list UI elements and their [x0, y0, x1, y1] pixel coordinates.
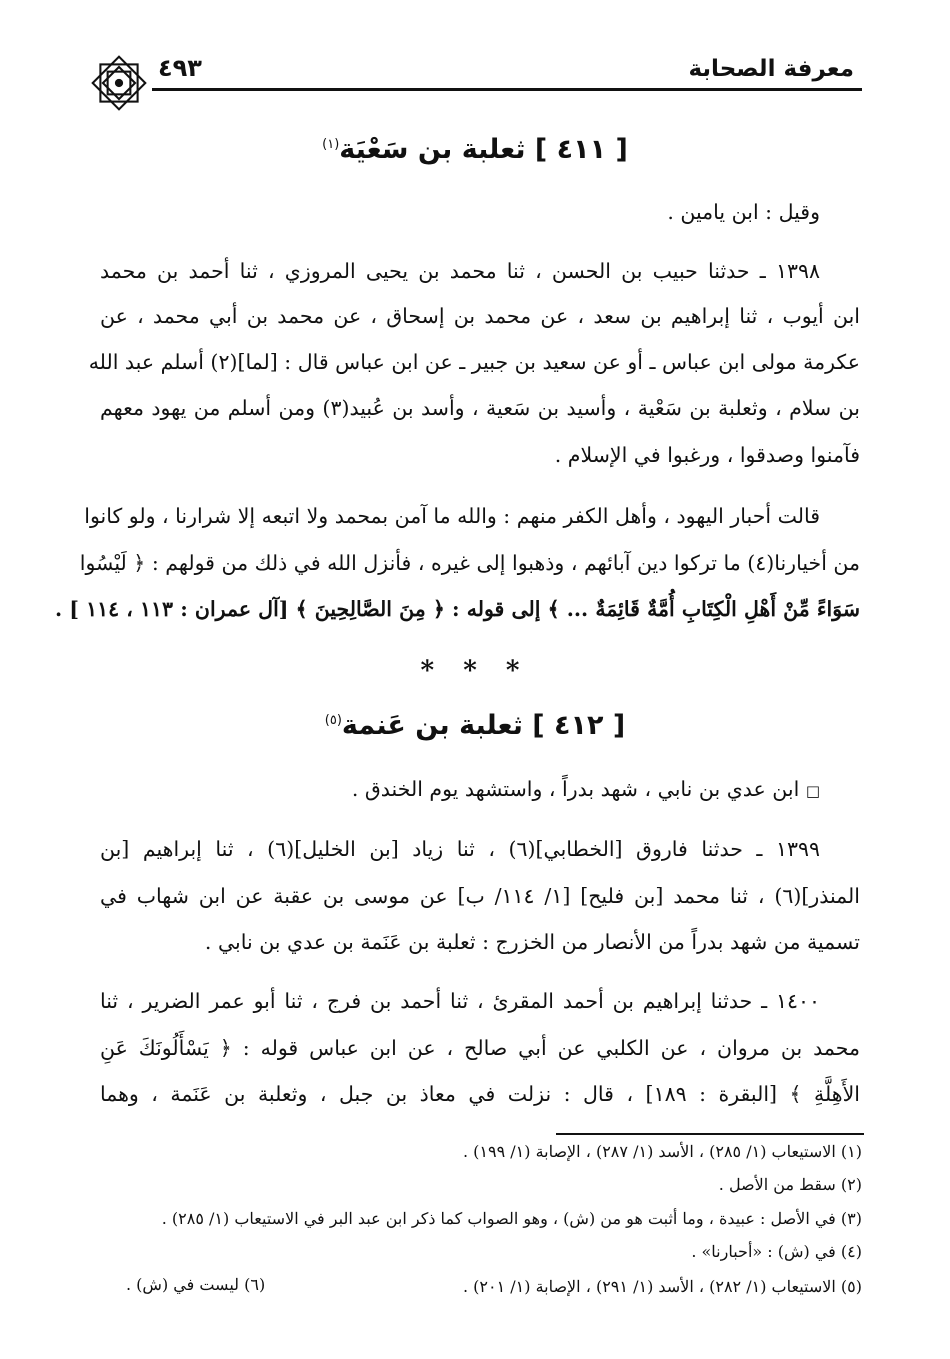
body-line: □ ابن عدي بن نابي ، شهد بدراً ، واستشهد يوم الخندق .	[351, 777, 820, 801]
body-line: الأَهِلَّةِ ﴾ [البقرة : ١٨٩] ، قال : نزلت في معاذ بن جبل ، وثعلبة بن عَنَمة ، وهما	[100, 1082, 860, 1106]
body-line: قالت أحبار اليهود ، وأهل الكفر منهم : والله ما آمن بمحمد ولا اتبعه إلا شرارنا ، ولو كانوا	[84, 504, 820, 528]
footnote-4: (٤) في (ش) : «أحبارنا» .	[691, 1242, 862, 1261]
footnote-1: (١) الاستيعاب (١/ ٢٨٥) ، الأسد (١/ ٢٨٧) ، الإصابة (١/ ١٩٩) .	[462, 1142, 862, 1161]
square-bullet-icon: □	[805, 782, 820, 800]
body-line: من أخيارنا(٤) ما تركوا دين آبائهم ، وذهبوا إلى غيره ، فأنزل الله في ذلك من قولهم : ﴿ لَيْسُوا	[79, 551, 860, 575]
footnote-6: (٦) ليست في (ش) .	[126, 1275, 266, 1294]
footnote-2: (٢) سقط من الأصل .	[718, 1175, 862, 1194]
body-line: ١٣٩٩ ـ حدثنا فاروق [الخطابي](٦) ، ثنا زياد [بن الخليل](٦) ، ثنا إبراهيم [بن	[100, 837, 820, 861]
body-line: ١٣٩٨ ـ حدثنا حبيب بن الحسن ، ثنا محمد بن يحيى المروزي ، ثنا أحمد بن محمد	[100, 259, 820, 283]
body-line: فآمنوا وصدقوا ، ورغبوا في الإسلام .	[554, 443, 860, 467]
entry-name: ثعلبة بن سَعْيَة	[339, 134, 526, 165]
entry-412-heading	[90, 710, 860, 741]
footnote-rule	[556, 1133, 864, 1135]
header-rule	[152, 88, 862, 91]
footnote-ref: (٥)	[324, 713, 342, 728]
footnote-ref: (١)	[322, 137, 340, 152]
body-line: بن سلام ، وثعلبة بن سَعْية ، وأسيد بن سَعية ، وأسد بن عُبيد(٣) ومن أسلم من يهود معهم	[100, 396, 860, 420]
running-head: معرفة الصحابة	[688, 56, 854, 82]
body-line: المنذر](٦) ، ثنا محمد [بن فليح] [١/ ١١٤/ ب] عن موسى بن عقبة عن ابن شهاب في	[100, 884, 860, 908]
body-line: محمد بن مروان ، عن الكلبي عن أبي صالح ، عن ابن عباس قوله : ﴿ يَسْأَلُونَكَ عَنِ	[100, 1036, 860, 1060]
body-line: تسمية من شهد بدراً من الأنصار من الخزرج : ثعلبة بن عَنَمة بن عدي بن نابي .	[204, 930, 860, 954]
entry-number: [ ٤١٢ ]	[532, 710, 626, 741]
body-line: وقيل : ابن يامين .	[667, 200, 820, 224]
body-line: ابن أيوب ، ثنا إبراهيم بن سعد ، عن محمد بن إسحاق ، عن محمد بن أبي محمد ، عن	[100, 304, 860, 328]
entry-name: ثعلبة بن عَنمة	[341, 710, 523, 741]
footnote-5: (٥) الاستيعاب (١/ ٢٨٢) ، الأسد (١/ ٢٩١) ، الإصابة (١/ ٢٠١) .	[462, 1277, 862, 1296]
page-number: ٤٩٣	[158, 54, 202, 82]
body-line: ١٤٠٠ ـ حدثنا إبراهيم بن أحمد المقرئ ، ثنا أحمد بن فرج ، ثنا أبو عمر الضرير ، ثنا	[100, 989, 820, 1013]
section-separator: * * *	[420, 656, 530, 686]
entry-411-heading	[90, 134, 860, 165]
footnote-3: (٣) في الأصل : عبيدة ، وما أثبت هو من (ش) ، وهو الصواب كما ذكر ابن عبد البر في الاستيعاب (١/ ٢٨٥) .	[161, 1209, 862, 1228]
body-line: عكرمة مولى ابن عباس ـ أو عن سعيد بن جبير ـ عن ابن عباس قال : [لما](٢) أسلم عبد الله	[88, 350, 860, 374]
body-line: سَوَاءً مِّنْ أَهْلِ الْكِتَابِ أُمَّةٌ قَائِمَةٌ ... ﴾ إلى قوله : ﴿ مِنَ الصَّالِحِينَ ﴾ [آل عمران : ١١٣ ، ١١٤ ] .	[54, 597, 860, 621]
octagram-ornament-icon	[88, 52, 150, 114]
entry-number: [ ٤١١ ]	[534, 134, 628, 165]
